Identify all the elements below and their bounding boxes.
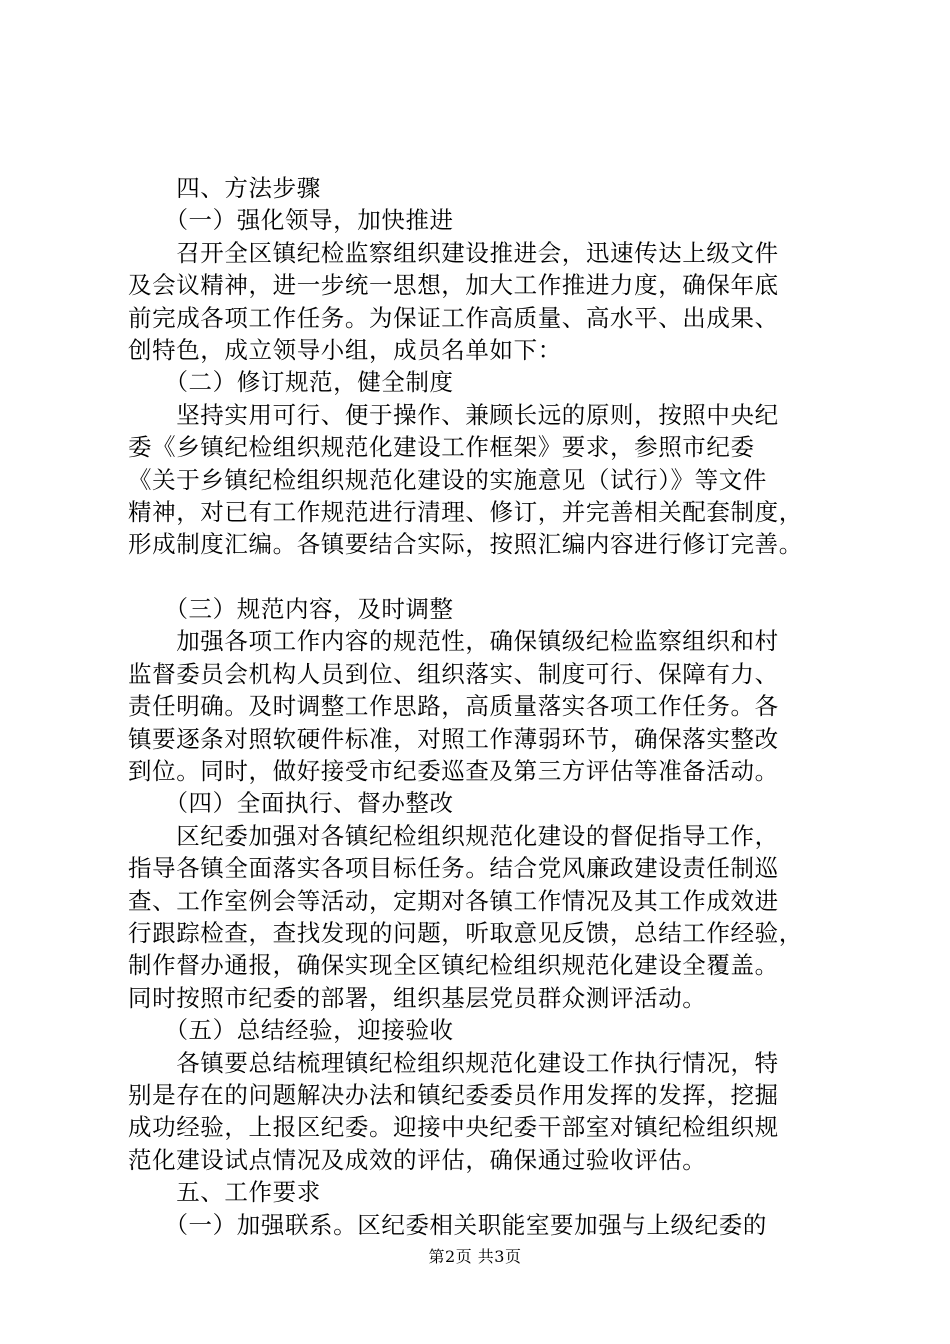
paragraph-line: 别是存在的问题解决办法和镇纪委委员作用发挥的发挥，挖掘 [128,1080,779,1109]
paragraph-line: 成功经验，上报区纪委。迎接中央纪委干部室对镇纪检组织规 [128,1113,779,1142]
paragraph-line: （一）加强联系。区纪委相关职能室要加强与上级纪委的 [128,1210,767,1239]
blank-line [128,561,828,593]
paragraph-line: 创特色，成立领导小组，成员名单如下： [128,335,562,364]
paragraph-line: 同时按照市纪委的部署，组织基层党员群众测评活动。 [128,983,707,1012]
subsection-heading: （四）全面执行、督办整改 [128,789,454,818]
paragraph-line: 区纪委加强对各镇纪检组织规范化建设的督促指导工作， [128,821,779,850]
paragraph-line: 委《乡镇纪检组织规范化建设工作框架》要求，参照市纪委 [128,433,755,462]
paragraph-line: 到位。同时，做好接受市纪委巡查及第三方评估等准备活动。 [128,757,779,786]
paragraph-line: 镇要逐条对照软硬件标准，对照工作薄弱环节，确保落实整改 [128,724,779,753]
paragraph-line: 指导各镇全面落实各项目标任务。结合党风廉政建设责任制巡 [128,854,779,883]
paragraph-line: 坚持实用可行、便于操作、兼顾长远的原则，按照中央纪 [128,400,779,429]
paragraph-line: 精神，对已有工作规范进行清理、修订，并完善相关配套制度， [128,497,803,526]
subsection-heading: （五）总结经验，迎接验收 [128,1016,454,1045]
section-heading: 五、工作要求 [128,1178,321,1207]
paragraph-line: 前完成各项工作任务。为保证工作高质量、高水平、出成果、 [128,303,779,332]
paragraph-line: 责任明确。及时调整工作思路，高质量落实各项工作任务。各 [128,692,779,721]
subsection-heading: （三）规范内容，及时调整 [128,595,454,624]
paragraph-line: 召开全区镇纪检监察组织建设推进会，迅速传达上级文件 [128,238,779,267]
paragraph-line: 及会议精神，进一步统一思想，加大工作推进力度，确保年底 [128,271,779,300]
paragraph-line: 制作督办通报，确保实现全区镇纪检组织规范化建设全覆盖。 [128,951,779,980]
paragraph-line: 加强各项工作内容的规范性，确保镇级纪检监察组织和村 [128,627,779,656]
paragraph-line: 形成制度汇编。各镇要结合实际，按照汇编内容进行修订完善。 [128,530,803,559]
document-body [128,172,828,1241]
section-heading: 四、方法步骤 [128,174,321,202]
paragraph-line: 查、工作室例会等活动，定期对各镇工作情况及其工作成效进 [128,886,779,915]
paragraph-line: 各镇要总结梳理镇纪检组织规范化建设工作执行情况，特 [128,1048,779,1077]
page-number-footer: 第2页 共3页 [428,1247,522,1266]
paragraph-line: 范化建设试点情况及成效的评估，确保通过验收评估。 [128,1145,707,1174]
subsection-heading: （一）强化领导，加快推进 [128,206,454,235]
paragraph-line: 监督委员会机构人员到位、组织落实、制度可行、保障有力、 [128,659,779,688]
paragraph-line: 《关于乡镇纪检组织规范化建设的实施意见（试行）》等文件 [128,465,767,494]
subsection-heading: （二）修订规范，健全制度 [128,368,454,397]
paragraph-line: 行跟踪检查，查找发现的问题，听取意见反馈，总结工作经验， [128,918,803,947]
